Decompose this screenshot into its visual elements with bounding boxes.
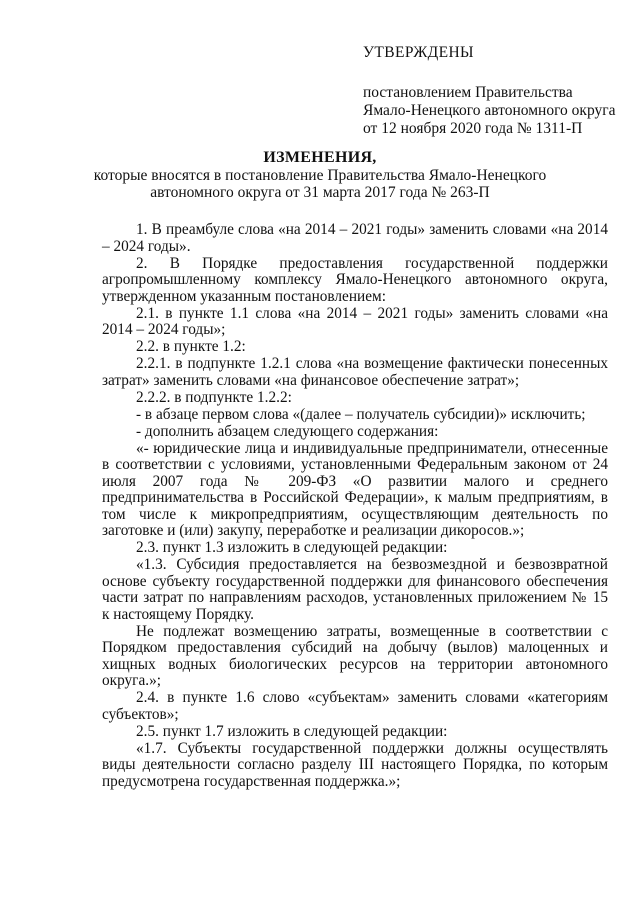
approval-line: от 12 ноября 2020 года № 1311-П [363, 120, 583, 137]
paragraph-2-2-1: 2.2.1. в подпункте 1.2.1 слова «на возмещение фактически понесенных затрат» заменить словами «на финансовое обеспечение затрат»; [102, 355, 608, 389]
approval-line: постановлением Правительства [363, 84, 573, 101]
paragraph-quote-1: «- юридические лица и индивидуальные предприниматели, отнесенные в соответствии с условиями, установленными Федеральным законом от 24 июля 2007 года № 209-ФЗ «О развитии малого и среднего предпринимательства в Российской Федерации», к малым предприятиям, в том числе к микропредприятиям, осуществляющим деятельность по заготовке и (или) закупу, переработке и реализации дикоросов.»; [102, 439, 608, 539]
paragraph-2-5: 2.5. пункт 1.7 изложить в следующей редакции: [136, 722, 448, 740]
document-body [102, 222, 608, 790]
title-line: автономного округа от 31 марта 2017 года № 263-П [150, 184, 490, 201]
paragraph-2-1: 2.1. в пункте 1.1 слова «на 2014 – 2021 годы» заменить словами «на 2014 – 2024 годы»; [102, 304, 608, 338]
paragraph-2-4: 2.4. в пункте 1.6 слово «субъектам» заменить словами «категориям субъектов»; [102, 689, 608, 723]
title-line: которые вносятся в постановление Правительства Ямало-Ненецкого [93, 167, 547, 184]
paragraph-bullet-1: - в абзаце первом слова «(далее – получатель субсидии)» исключить; [136, 405, 586, 423]
paragraph-2-3: 2.3. пункт 1.3 изложить в следующей редакции: [136, 539, 448, 556]
approval-stamp [363, 44, 623, 138]
paragraph-1: 1. В преамбуле слова «на 2014 – 2021 годы» заменить словами «на 2014 – 2024 годы». [102, 221, 608, 255]
paragraph-quote-3: Не подлежат возмещению затраты, возмещенные в соответствии с Порядком предоставления субсидий на добычу (вылов) малоценных и хищных водных биологических ресурсов на территории автономного округа.»; [102, 622, 608, 689]
paragraph-bullet-2: - дополнить абзацем следующего содержания: [136, 422, 439, 440]
approval-line: Ямало-Ненецкого автономного округа [363, 102, 616, 119]
paragraph-2: 2. В Порядке предоставления государственной поддержки агропромышленному комплексу Ямало-Ненецкого автономного округа, утвержденном указанным постановлением: [102, 254, 608, 305]
paragraph-quote-2: «1.3. Субсидия предоставляется на безвозмездной и безвозвратной основе субъекту государственной поддержки для финансового обеспечения части затрат по направлениям расходов, установленных приложением № 15 к настоящему Порядку. [102, 556, 608, 623]
paragraph-quote-4: «1.7. Субъекты государственной поддержки должны осуществлять виды деятельности согласно разделу III настоящего Порядка, по которым предусмотрена государственная поддержка.»; [102, 739, 608, 790]
title-heading: ИЗМЕНЕНИЯ, [263, 149, 377, 166]
document-title [0, 148, 640, 201]
paragraph-2-2-2: 2.2.2. в подпункте 1.2.2: [136, 388, 292, 406]
paragraph-2-2: 2.2. в пункте 1.2: [136, 338, 246, 355]
approval-heading: УТВЕРЖДЕНЫ [363, 44, 474, 61]
